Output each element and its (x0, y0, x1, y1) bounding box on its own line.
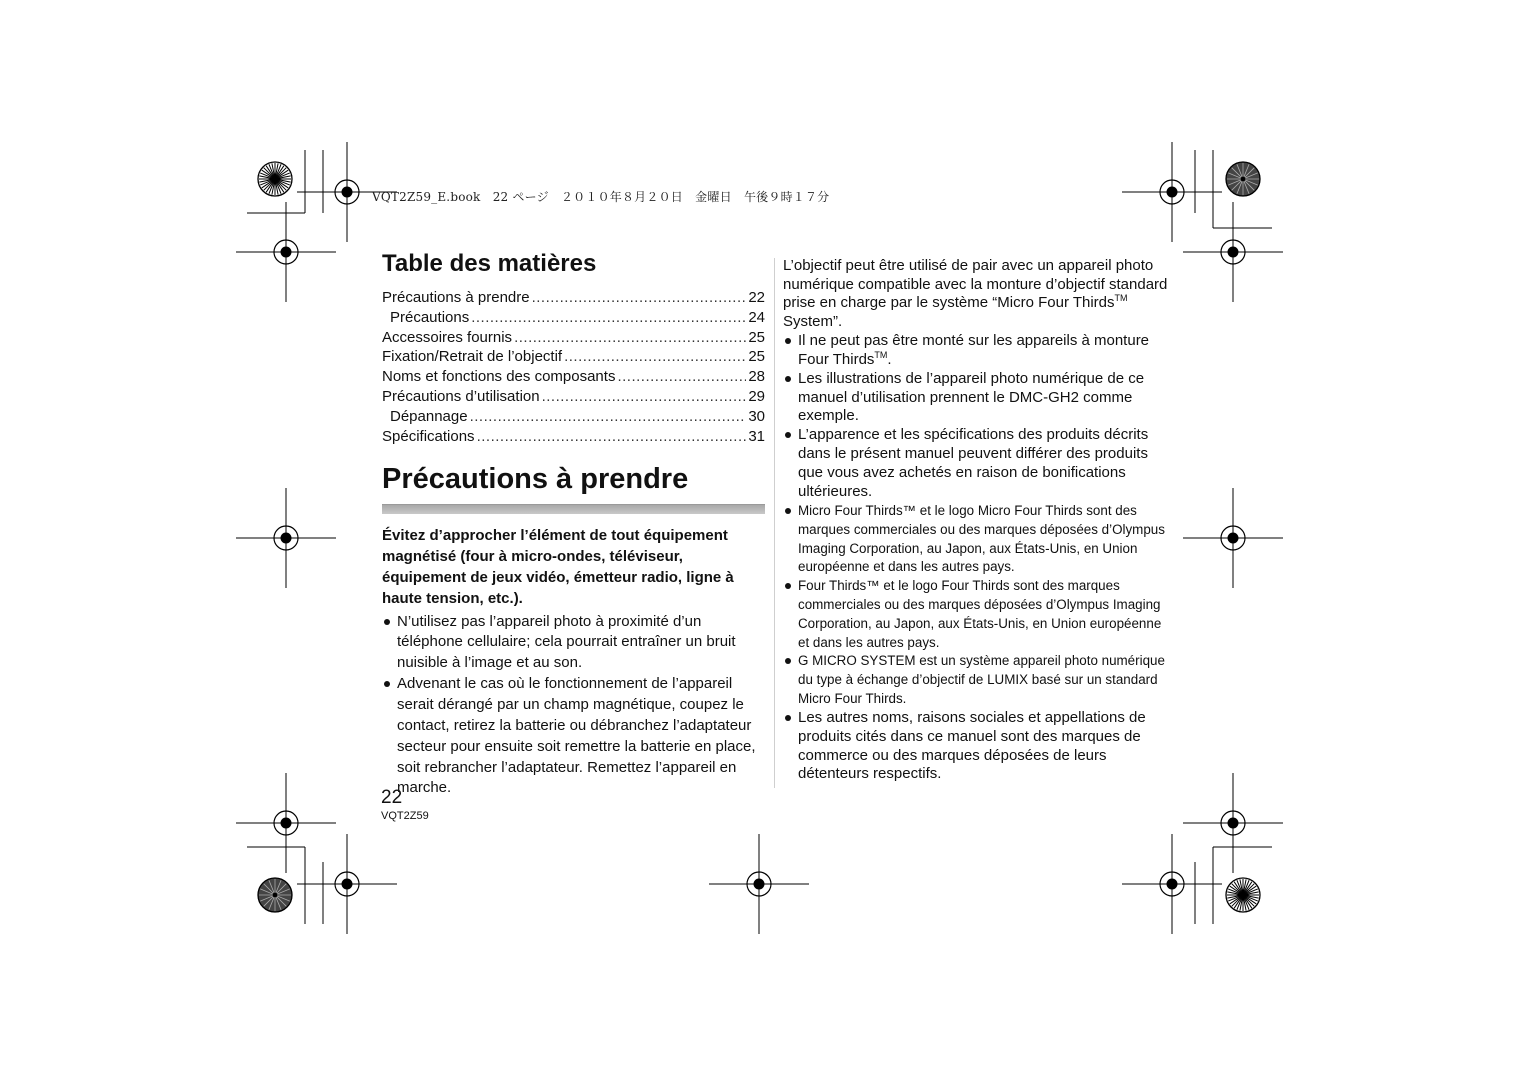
section-title: Précautions à prendre (382, 463, 689, 496)
list-item: L’apparence et les spécifications des produits décrits dans le présent manuel peuvent différer des produits que vous avez achetés en raison de bonifications ultérieures. (783, 426, 1168, 502)
list-item: Advenant le cas où le fonctionnement de l’appareil serait dérangé par un champ magnétique, coupez le contact, retirez la batterie ou débranchez l’adaptateur secteur pour ensuite soit remettre la batterie en place, soit rebrancher l’adaptateur. Remettez l’appareil en marche. (382, 674, 765, 799)
model-code: VQT2Z59 (381, 810, 429, 822)
toc-entry[interactable]: Fixation/Retrait de l’objectif ..... 25 (382, 347, 765, 367)
section-title-underline (382, 504, 765, 514)
toc-entry[interactable]: Précautions ..... 24 (382, 308, 765, 328)
right-column (783, 257, 1168, 784)
print-slug: VQT2Z59_E.book 22 ページ ２０１０年８月２０日 金曜日 午後９時１７分 (372, 190, 830, 204)
magnetic-warning: Évitez d’approcher l’élément de tout équipement magnétisé (four à micro-ondes, téléviseur, équipement de jeux vidéo, émetteur radio, ligne à haute tension, etc.). (382, 527, 734, 607)
precaution-list (382, 612, 765, 800)
toc-entry[interactable]: Spécifications ..... 31 (382, 427, 765, 447)
list-item: G MICRO SYSTEM est un système appareil photo numérique du type à échange d’objectif de LUMIX basé sur un standard Micro Four Thirds. (783, 652, 1168, 708)
toc-entry[interactable]: Précautions à prendre ..... 22 (382, 288, 765, 308)
list-item: Les autres noms, raisons sociales et appellations de produits cités dans ce manuel sont des marques de commerce ou des marques déposées de leurs détenteurs respectifs. (783, 709, 1168, 785)
column-divider (774, 258, 775, 788)
page-number: 22 (381, 787, 403, 808)
notes-list (783, 332, 1168, 785)
list-item: Les illustrations de l’appareil photo numérique de ce manuel d’utilisation prennent le DMC-GH2 comme exemple. (783, 370, 1168, 427)
toc-entry[interactable]: Accessoires fournis ..... 25 (382, 328, 765, 348)
left-column (382, 248, 765, 800)
list-item: N’utilisez pas l’appareil photo à proximité d’un téléphone cellulaire; cela pourrait entraîner un bruit nuisible à l’image et au son. (382, 612, 765, 674)
list-item: Four Thirds™ et le logo Four Thirds sont des marques commerciales ou des marques déposées d’Olympus Imaging Corporation, au Japon, aux États-Unis, en Union européenne et dans les autres pays. (783, 577, 1168, 652)
table-of-contents (382, 288, 765, 446)
toc-entry[interactable]: Dépannage ..... 30 (382, 407, 765, 427)
toc-entry[interactable]: Précautions d’utilisation ..... 29 (382, 387, 765, 407)
toc-entry[interactable]: Noms et fonctions des composants ..... 28 (382, 367, 765, 387)
toc-title: Table des matières (382, 250, 597, 277)
list-item: Micro Four Thirds™ et le logo Micro Four Thirds sont des marques commerciales ou des marques déposées d’Olympus Imaging Corporation, au Japon, aux États-Unis, en Union européenne et dans les autres pays. (783, 502, 1168, 577)
list-item: Il ne peut pas être monté sur les appareils à monture Four Thirds™. (783, 332, 1168, 370)
intro-paragraph: L’objectif peut être utilisé de pair avec un appareil photo numérique compatible avec la monture d’objectif standard prise en charge par le système “Micro Four Thirds™ System”. (783, 257, 1168, 331)
